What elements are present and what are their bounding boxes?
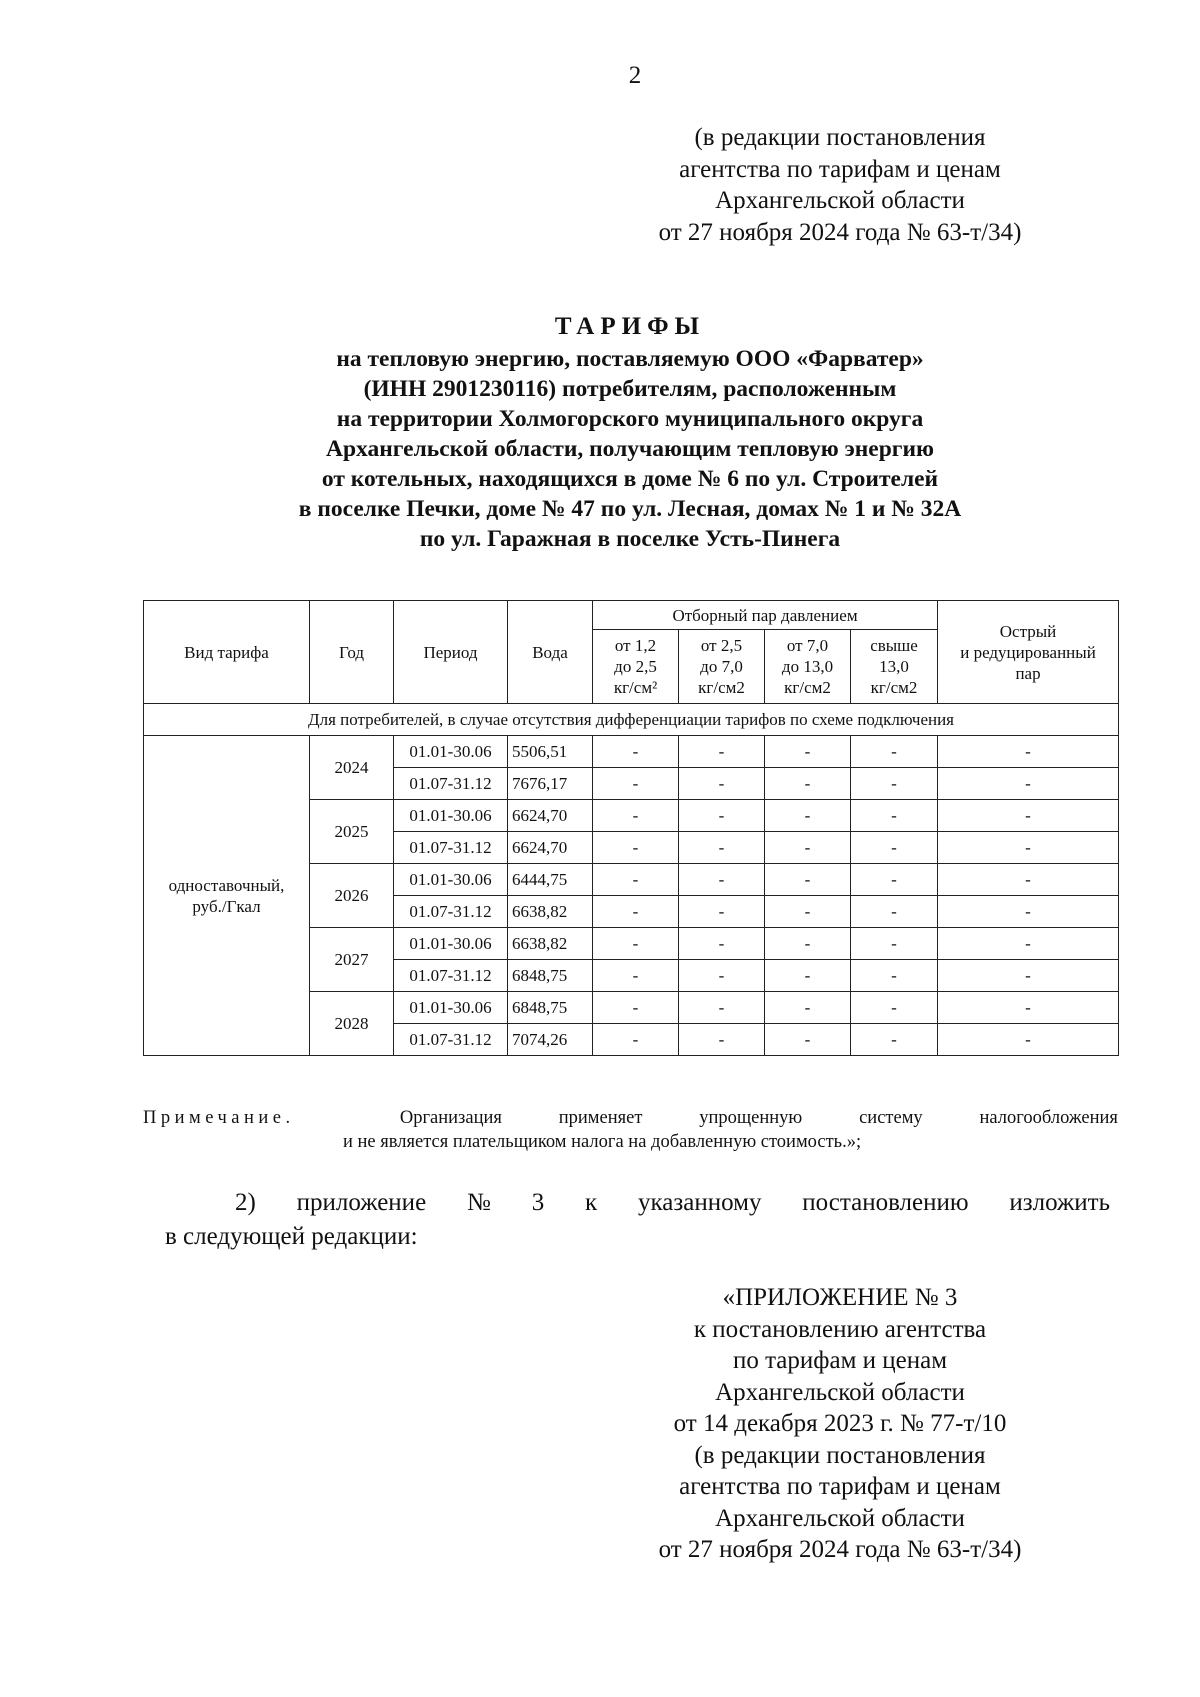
note-label: Примечание. [143, 1108, 295, 1128]
sharp-steam-value-cell: - [938, 896, 1119, 928]
steam-value-cell: - [765, 960, 851, 992]
header-line: свыше [870, 636, 918, 655]
water-value-cell: 6444,75 [508, 864, 593, 896]
year-cell: 2026 [310, 864, 394, 928]
appendix-line: по тарифам и ценам [732, 1347, 948, 1374]
steam-value-cell: - [765, 864, 851, 896]
period-cell: 01.07-31.12 [394, 896, 508, 928]
period-cell: 01.01-30.06 [394, 864, 508, 896]
appendix-line: Архангельской области [715, 1504, 965, 1532]
title-line: от котельных, находящихся в доме № 6 по ул. Строителей [321, 466, 939, 492]
sharp-steam-value-cell: - [938, 1024, 1119, 1056]
appendix-line: (в редакции постановления [694, 1441, 986, 1469]
paragraph-word: указанному [638, 1189, 762, 1216]
year-cell: 2028 [310, 992, 394, 1056]
paragraph-word: 3 [531, 1189, 545, 1216]
header-line: Острый [999, 621, 1057, 641]
redaction-line: агентства по тарифам и ценам [679, 155, 1001, 183]
header-line: кг/см2 [870, 678, 918, 697]
period-cell: 01.01-30.06 [394, 992, 508, 1024]
amendment-paragraph [165, 1186, 1110, 1254]
header-steam-1 [593, 630, 679, 704]
water-value-cell: 6848,75 [508, 992, 593, 1024]
header-line: кг/см2 [784, 678, 831, 697]
header-line: от 2,5 [700, 636, 743, 655]
sharp-steam-value-cell: - [938, 864, 1119, 896]
table-row [144, 736, 1119, 768]
header-tariff-type: Вид тарифа [144, 601, 310, 704]
steam-value-cell: - [679, 928, 765, 960]
sharp-steam-value-cell: - [938, 736, 1119, 768]
steam-value-cell: - [593, 800, 679, 832]
period-cell: 01.07-31.12 [394, 768, 508, 800]
steam-value-cell: - [851, 768, 938, 800]
note-word: налогообложения [979, 1108, 1118, 1128]
water-value-cell: 5506,51 [508, 736, 593, 768]
header-line: от 7,0 [786, 636, 829, 655]
title-line: по ул. Гаражная в поселке Усть-Пинега [419, 526, 841, 552]
sharp-steam-value-cell: - [938, 800, 1119, 832]
header-line: 13,0 [879, 657, 909, 676]
header-steam-2 [679, 630, 765, 704]
header-line: от 1,2 [614, 636, 657, 655]
steam-value-cell: - [679, 736, 765, 768]
paragraph-word: постановлению [802, 1189, 969, 1216]
note-line: и не является плательщиком налога на добавленную стоимость.»; [343, 1132, 862, 1152]
appendix-line: от 27 ноября 2024 года № 63-т/34) [658, 1536, 1022, 1563]
note [143, 1106, 1118, 1154]
appendix-line: к постановлению агентства [693, 1315, 987, 1343]
water-value-cell: 6848,75 [508, 960, 593, 992]
steam-value-cell: - [593, 768, 679, 800]
steam-value-cell: - [765, 768, 851, 800]
steam-value-cell: - [851, 1024, 938, 1056]
year-cell: 2027 [310, 928, 394, 992]
water-value-cell: 6638,82 [508, 928, 593, 960]
main-title: ТАРИФЫ [554, 313, 706, 340]
steam-value-cell: - [593, 992, 679, 1024]
steam-value-cell: - [851, 800, 938, 832]
water-value-cell: 7074,26 [508, 1024, 593, 1056]
appendix-line: «ПРИЛОЖЕНИЕ № 3 [722, 1284, 958, 1311]
sharp-steam-value-cell: - [938, 992, 1119, 1024]
steam-value-cell: - [679, 768, 765, 800]
period-cell: 01.01-30.06 [394, 800, 508, 832]
paragraph-word: 2) [235, 1189, 256, 1216]
steam-value-cell: - [851, 960, 938, 992]
steam-value-cell: - [765, 1024, 851, 1056]
title-line: в поселке Печки, доме № 47 по ул. Лесная, домах № 1 и № 32А [298, 496, 962, 522]
sharp-steam-value-cell: - [938, 832, 1119, 864]
tariff-type-line: руб./Гкал [192, 896, 261, 916]
redaction-line: (в редакции постановления [694, 124, 986, 151]
tariffs-table [143, 600, 1119, 1056]
steam-value-cell: - [851, 896, 938, 928]
tariff-type-line: одноставочный, [168, 875, 285, 895]
appendix-line: Архангельской области [715, 1378, 965, 1406]
sharp-steam-value-cell: - [938, 768, 1119, 800]
steam-value-cell: - [851, 736, 938, 768]
steam-value-cell: - [679, 832, 765, 864]
header-steam-group: Отборный пар давлением [593, 601, 938, 630]
steam-value-cell: - [593, 896, 679, 928]
note-word: применяет [558, 1108, 643, 1128]
header-line: до 13,0 [781, 657, 834, 676]
period-cell: 01.07-31.12 [394, 1024, 508, 1056]
water-value-cell: 6624,70 [508, 832, 593, 864]
redaction-note-top [600, 122, 1080, 248]
sharp-steam-value-cell: - [938, 960, 1119, 992]
period-cell: 01.07-31.12 [394, 960, 508, 992]
steam-value-cell: - [851, 864, 938, 896]
appendix-line: от 14 декабря 2023 г. № 77-т/10 [673, 1410, 1007, 1437]
appendix-line: агентства по тарифам и ценам [679, 1473, 1001, 1500]
steam-value-cell: - [593, 928, 679, 960]
document-title [190, 312, 1070, 554]
steam-value-cell: - [679, 864, 765, 896]
steam-value-cell: - [765, 896, 851, 928]
year-cell: 2025 [310, 800, 394, 864]
steam-value-cell: - [851, 832, 938, 864]
title-line: (ИНН 2901230116) потребителям, расположенным [363, 376, 897, 402]
paragraph-line: в следующей редакции: [165, 1223, 418, 1250]
header-line: до 2,5 [614, 657, 657, 676]
steam-value-cell: - [679, 896, 765, 928]
paragraph-word: № [467, 1189, 491, 1216]
note-word: Организация [399, 1108, 502, 1128]
appendix-header [600, 1282, 1080, 1566]
steam-value-cell: - [679, 1024, 765, 1056]
header-year: Год [310, 601, 394, 704]
water-value-cell: 6638,82 [508, 896, 593, 928]
steam-value-cell: - [765, 832, 851, 864]
steam-value-cell: - [765, 736, 851, 768]
header-water: Вода [508, 601, 593, 704]
title-line: на территории Холмогорского муниципального округа [336, 406, 924, 432]
redaction-line: Архангельской области [715, 187, 965, 214]
steam-value-cell: - [593, 960, 679, 992]
title-line: на тепловую энергию, поставляемую ООО «Фарватер» [336, 346, 924, 372]
paragraph-word: изложить [1009, 1189, 1110, 1216]
header-line: до 7,0 [700, 657, 743, 676]
steam-value-cell: - [851, 992, 938, 1024]
title-line: Архангельской области, получающим тепловую энергию [326, 436, 934, 462]
steam-value-cell: - [679, 960, 765, 992]
steam-value-cell: - [765, 800, 851, 832]
header-sharp-steam [938, 601, 1119, 704]
water-value-cell: 6624,70 [508, 800, 593, 832]
water-value-cell: 7676,17 [508, 768, 593, 800]
note-word: систему [859, 1108, 923, 1128]
steam-value-cell: - [593, 864, 679, 896]
header-steam-3 [765, 630, 851, 704]
page-number: 2 [628, 62, 642, 89]
steam-value-cell: - [593, 1024, 679, 1056]
header-steam-4 [851, 630, 938, 704]
year-cell: 2024 [310, 736, 394, 800]
steam-value-cell: - [765, 992, 851, 1024]
steam-value-cell: - [593, 736, 679, 768]
sharp-steam-value-cell: - [938, 928, 1119, 960]
redaction-line: от 27 ноября 2024 года № 63-т/34) [658, 218, 1022, 246]
steam-value-cell: - [765, 928, 851, 960]
tariff-type-cell [144, 736, 310, 1056]
header-line: кг/см² [613, 678, 658, 697]
period-cell: 01.01-30.06 [394, 736, 508, 768]
paragraph-word: к [585, 1189, 598, 1216]
section-title: Для потребителей, в случае отсутствия дифференциации тарифов по схеме подключения [144, 704, 1119, 736]
header-line: и редуцированный [960, 642, 1096, 662]
steam-value-cell: - [679, 992, 765, 1024]
header-period: Период [394, 601, 508, 704]
steam-value-cell: - [851, 928, 938, 960]
period-cell: 01.01-30.06 [394, 928, 508, 960]
period-cell: 01.07-31.12 [394, 832, 508, 864]
header-line: кг/см2 [698, 678, 745, 697]
paragraph-word: приложение [296, 1189, 427, 1216]
steam-value-cell: - [679, 800, 765, 832]
steam-value-cell: - [593, 832, 679, 864]
note-word: упрощенную [699, 1108, 803, 1128]
header-line: пар [1015, 663, 1041, 683]
